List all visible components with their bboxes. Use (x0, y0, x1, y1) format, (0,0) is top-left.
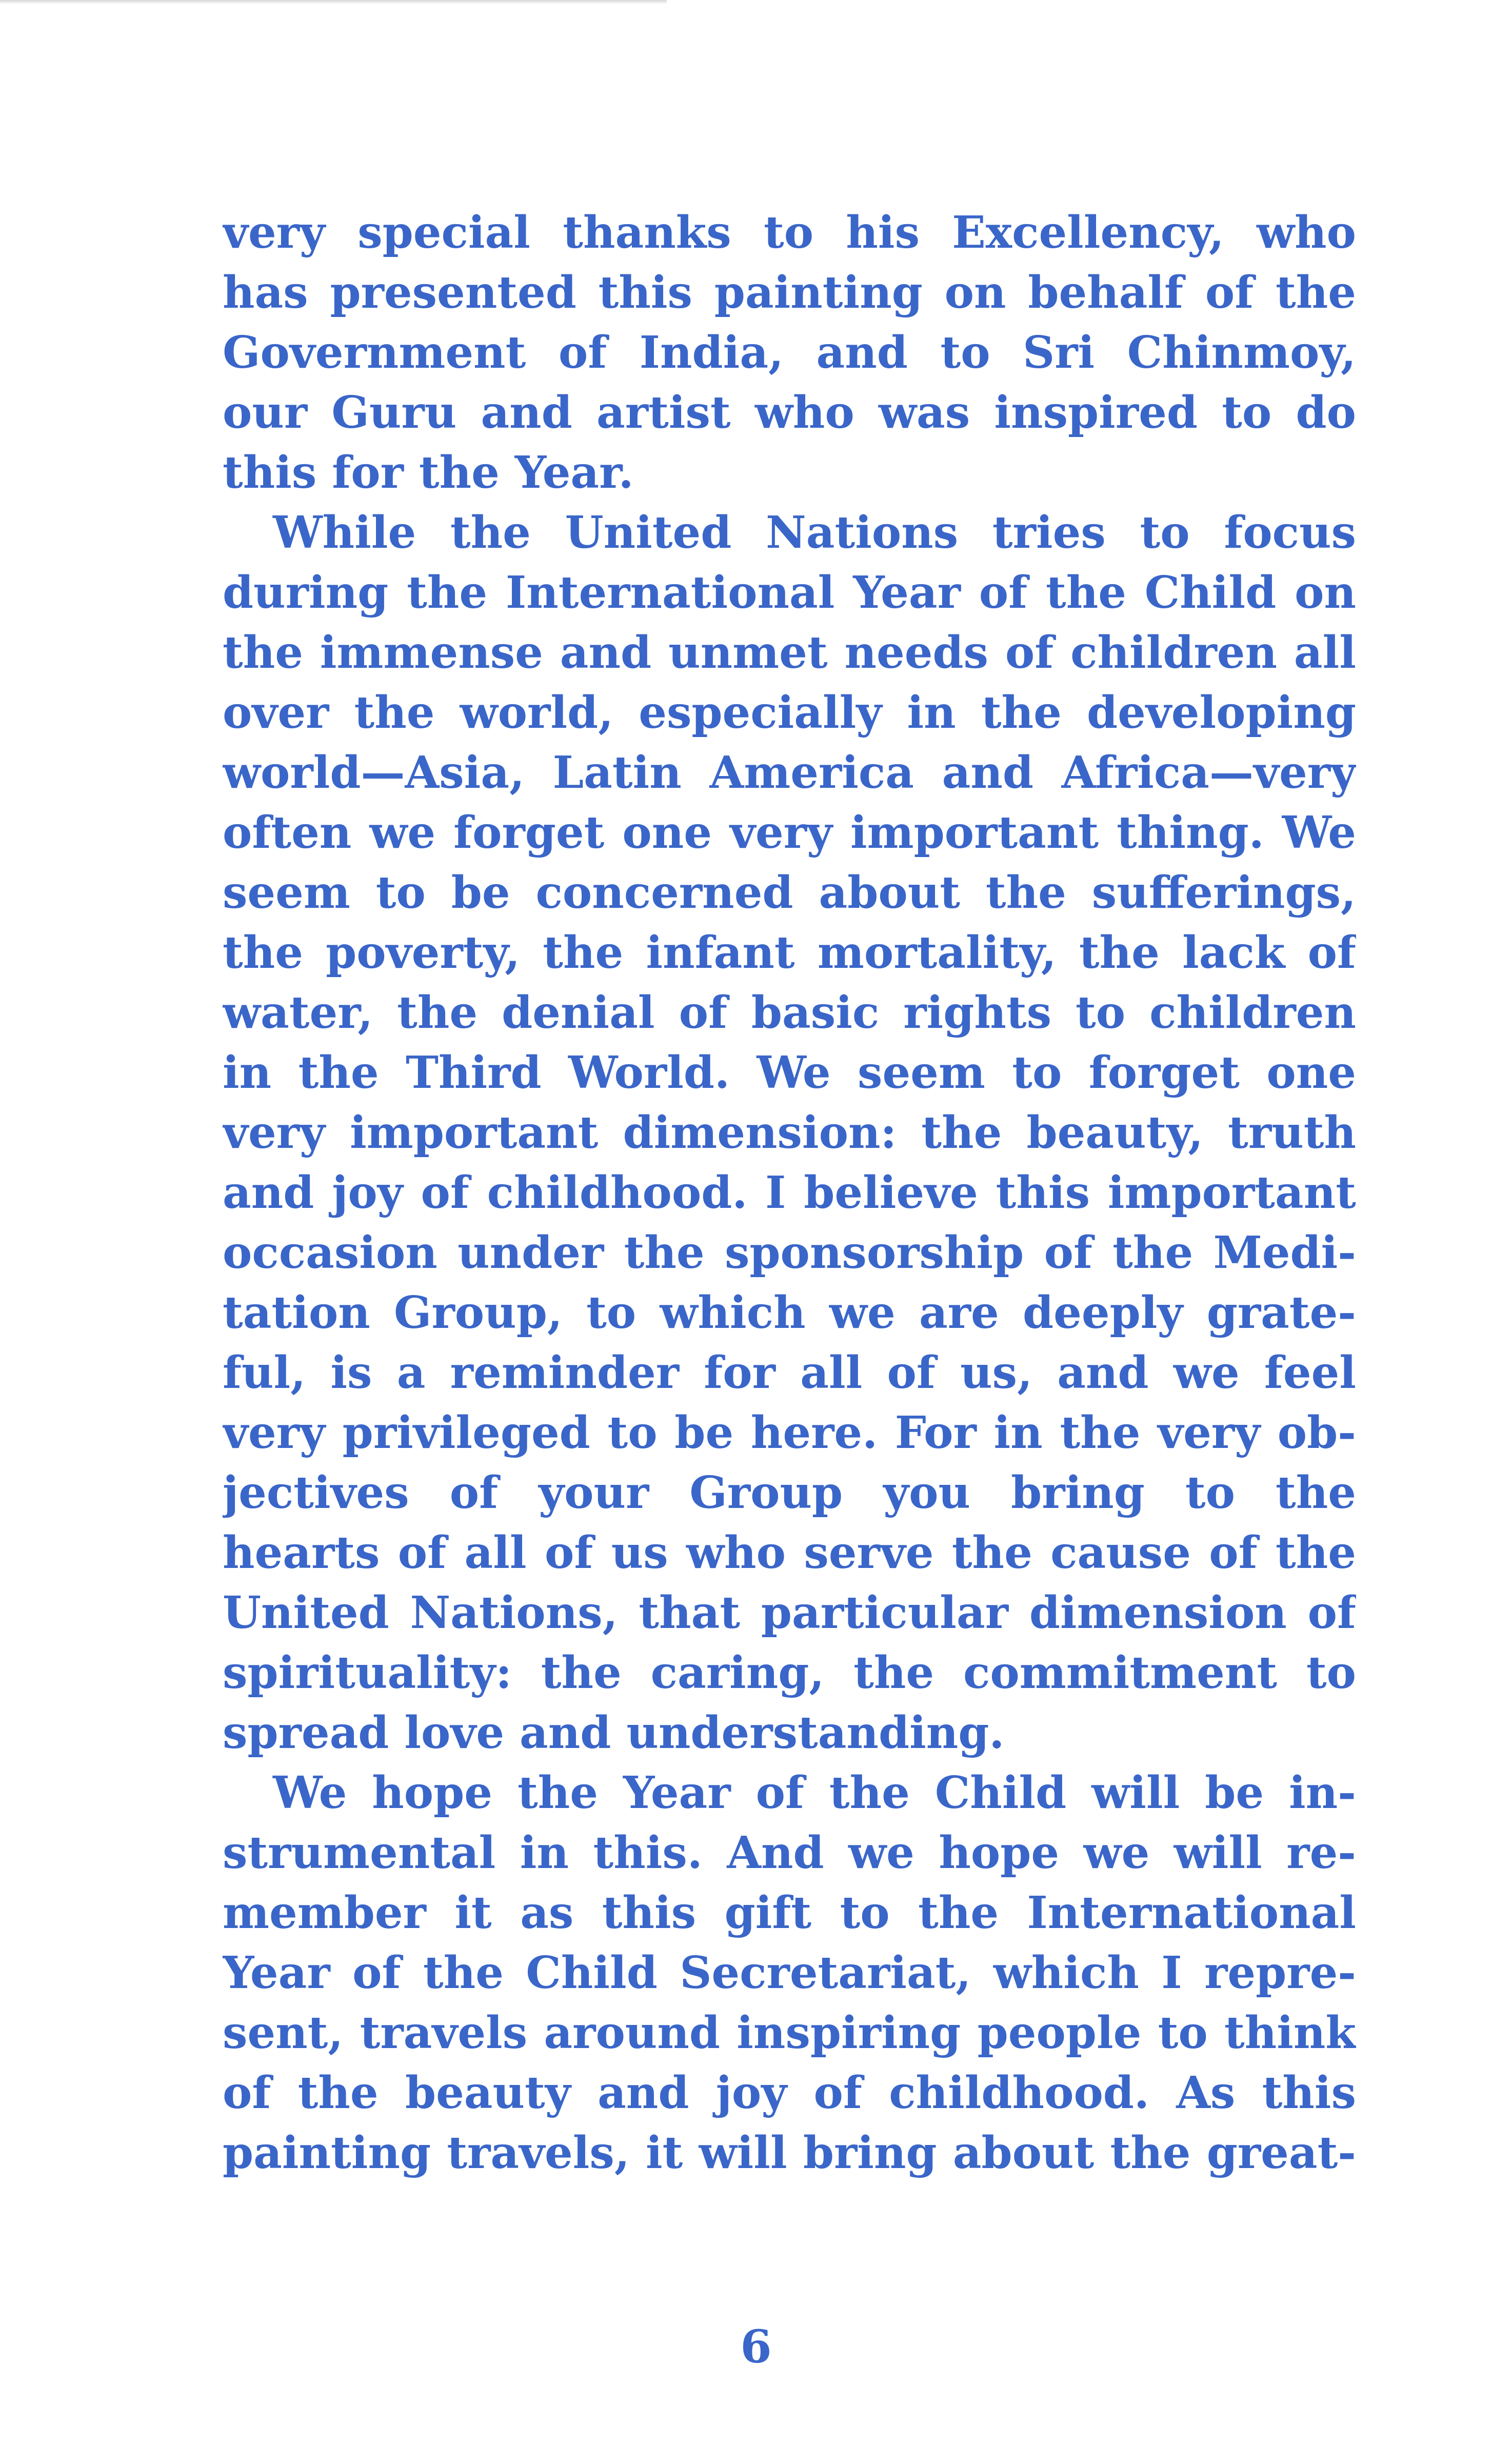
text-line: We hope the Year of the Child will be in- (273, 1767, 1356, 1819)
page-edge-shadow (0, 0, 667, 4)
text-line: occasion under the sponsorship of the Medi- (223, 1227, 1356, 1279)
text-line: has presented this painting on behalf of the (223, 267, 1356, 319)
text-line: this for the Year. (223, 447, 634, 499)
text-line: tation Group, to which we are deeply grate- (223, 1287, 1356, 1339)
text-line: member it as this gift to the International (223, 1887, 1356, 1939)
body-text (223, 203, 1356, 2183)
text-line: world—Asia, Latin America and Africa—very (223, 747, 1356, 799)
text-line: sent, travels around inspiring people to think (223, 2007, 1356, 2059)
text-line: strumental in this. And we hope we will re- (223, 1827, 1356, 1879)
text-line: the poverty, the infant mortality, the lack of (223, 927, 1356, 979)
text-line: often we forget one very important thing. We (223, 807, 1356, 859)
text-line: painting travels, it will bring about the great- (223, 2127, 1356, 2179)
text-line: in the Third World. We seem to forget one (223, 1047, 1356, 1099)
text-line: spread love and understanding. (223, 1707, 1005, 1759)
text-line: of the beauty and joy of childhood. As this (223, 2067, 1356, 2119)
text-line: United Nations, that particular dimension of (223, 1587, 1356, 1639)
text-line: water, the denial of basic rights to children (223, 987, 1356, 1039)
text-line: jectives of your Group you bring to the (223, 1467, 1356, 1519)
text-line: Year of the Child Secretariat, which I repre- (223, 1947, 1356, 1999)
text-line: hearts of all of us who serve the cause of the (223, 1527, 1356, 1579)
text-line: very privileged to be here. For in the very ob- (223, 1407, 1356, 1459)
text-line: very important dimension: the beauty, truth (223, 1107, 1356, 1159)
text-line: ful, is a reminder for all of us, and we feel (223, 1347, 1356, 1399)
text-line: Government of India, and to Sri Chinmoy, (223, 327, 1356, 379)
text-line: during the International Year of the Child on (223, 567, 1356, 619)
text-line: over the world, especially in the developing (223, 687, 1356, 739)
page-number: 6 (740, 2320, 772, 2373)
text-line: our Guru and artist who was inspired to do (223, 387, 1356, 439)
text-line: seem to be concerned about the sufferings, (223, 867, 1356, 919)
text-line: spirituality: the caring, the commitment to (223, 1647, 1356, 1699)
text-line: While the United Nations tries to focus (273, 507, 1356, 559)
text-line: very special thanks to his Excellency, who (223, 207, 1356, 259)
text-line: the immense and unmet needs of children all (223, 627, 1356, 679)
text-line: and joy of childhood. I believe this important (223, 1167, 1356, 1219)
